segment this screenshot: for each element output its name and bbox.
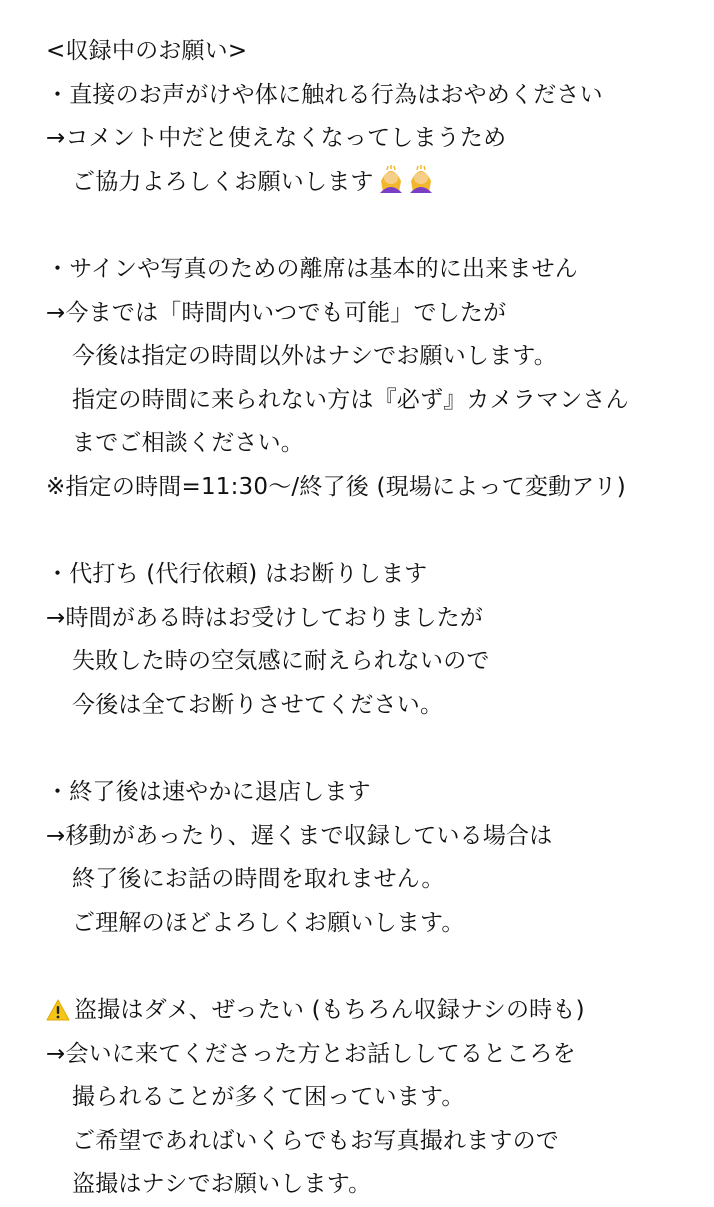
warning-icon <box>46 993 70 1037</box>
section1-request-text: ご協力よろしくお願いします <box>72 168 374 195</box>
section3-arrow-line: →時間がある時はお受けしておりましたが <box>46 604 484 631</box>
section1-arrow-line: →コメント中だと使えなくなってしまうため <box>46 125 507 152</box>
section4-line-3: 終了後にお話の時間を取れません。 <box>72 866 445 893</box>
note-body <box>0 30 714 1207</box>
section5-arrow-line: →会いに来てくださった方とお話ししてるところを <box>46 1040 576 1067</box>
note-title: <収録中のお願い> <box>46 38 248 64</box>
section2-arrow-line: →今までは「時間内いつでも可能」でしたが <box>46 299 507 326</box>
section3-line-3: 失敗した時の空気感に耐えられないので <box>72 648 490 675</box>
section4-line-4: ご理解のほどよろしくお願いします。 <box>72 909 465 936</box>
section2-heading: ・サインや写真のための離席は基本的に出来ません <box>46 255 578 282</box>
section2-time-note: ※指定の時間=11:30〜/終了後 (現場によって変動アリ) <box>46 473 626 500</box>
section5-heading: 盗撮はダメ、ぜったい (もちろん収録ナシの時も) <box>74 997 585 1024</box>
section5-heading-row <box>0 989 714 1033</box>
spacer <box>0 204 714 248</box>
person-bowing-emoji <box>378 163 434 209</box>
spacer <box>0 510 714 554</box>
section2-line-3: 今後は指定の時間以外はナシでお願いします。 <box>72 343 557 370</box>
section1-request-line <box>0 161 714 205</box>
section3-line-4: 今後は全てお断りさせてください。 <box>72 691 444 718</box>
section1-heading: ・直接のお声がけや体に触れる行為はおやめください <box>46 81 603 108</box>
section4-heading: ・終了後は速やかに退店します <box>46 779 371 806</box>
section4-arrow-line: →移動があったり、遅くまで収録している場合は <box>46 822 553 849</box>
section2-line-5: までご相談ください。 <box>72 430 304 457</box>
spacer <box>0 945 714 989</box>
section5-line-4: ご希望であればいくらでもお写真撮れますので <box>72 1127 559 1154</box>
section2-line-4: 指定の時間に来られない方は『必ず』カメラマンさん <box>72 386 629 413</box>
section5-line-5: 盗撮はナシでお願いします。 <box>72 1171 372 1198</box>
section5-line-3: 撮られることが多くて困っています。 <box>72 1084 465 1111</box>
spacer <box>0 728 714 772</box>
section3-heading: ・代打ち (代行依頼) はお断りします <box>46 561 428 588</box>
